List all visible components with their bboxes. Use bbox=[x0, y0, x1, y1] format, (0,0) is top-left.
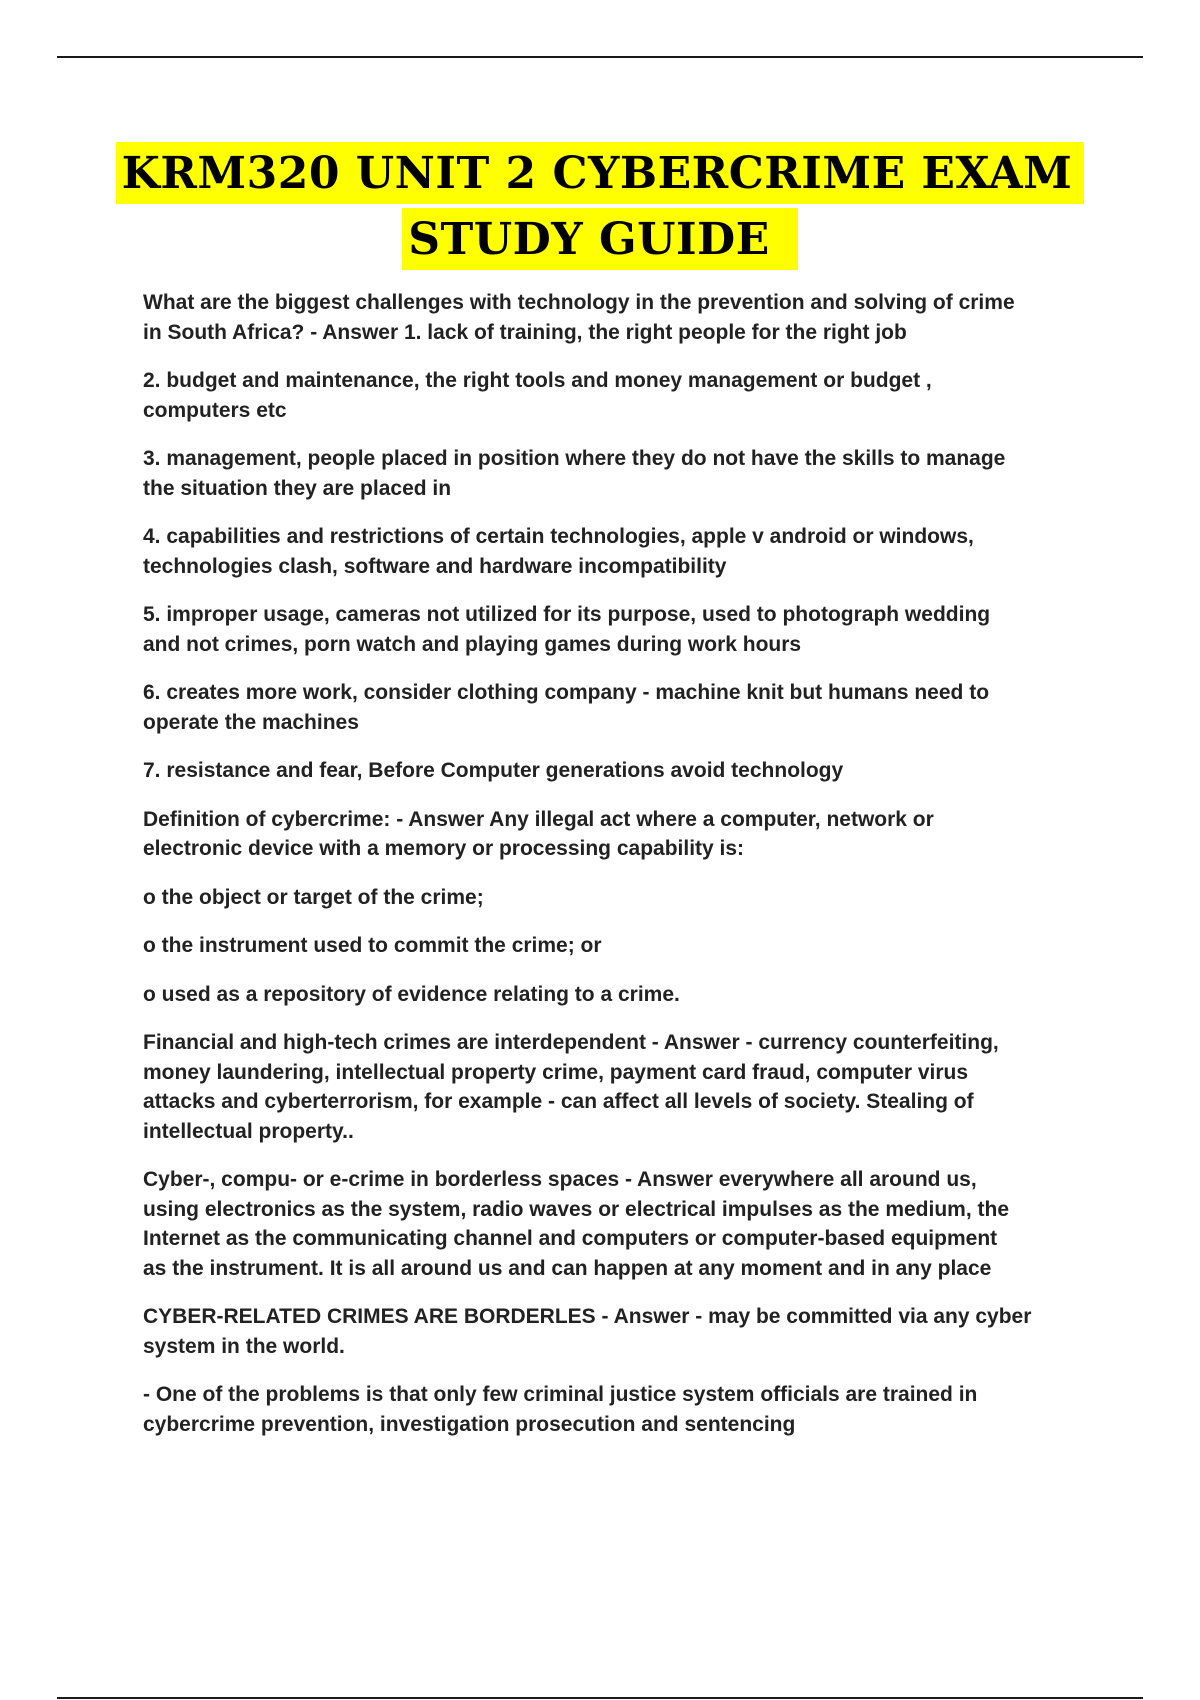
paragraph-training-problem: - One of the problems is that only few criminal justice system officials are trained in cybercrime prevention, investigation prosecution and sentencing bbox=[143, 1383, 978, 1436]
paragraph-item-6: 6. creates more work, consider clothing company - machine knit but humans need to operate the machines bbox=[143, 681, 990, 734]
paragraph-item-3: 3. management, people placed in position where they do not have the skills to manage the situation they are placed in bbox=[143, 447, 1006, 500]
paragraph-item-7: 7. resistance and fear, Before Computer generations avoid technology bbox=[143, 759, 844, 782]
paragraph-item-4: 4. capabilities and restrictions of certain technologies, apple v android or windows, technologies clash, software and hardware incompatibility bbox=[143, 525, 974, 578]
paragraph-definition: Definition of cybercrime: - Answer Any illegal act where a computer, network or electronic device with a memory or processing capability is: bbox=[143, 807, 934, 860]
paragraph-financial-crimes: Financial and high-tech crimes are interdependent - Answer - currency counterfeiting, money laundering, intellectual property crime, payment card fraud, computer virus attacks and cyberterrorism, for example - can affect all levels of society. Stealing of intellectual property.. bbox=[143, 1031, 999, 1143]
document-title bbox=[0, 142, 1200, 270]
paragraph-challenges: What are the biggest challenges with technology in the prevention and solving of crime in South Africa? - Answer 1. lack of training, the right people for the right job bbox=[143, 291, 1015, 344]
document-body bbox=[143, 288, 1093, 1458]
paragraph-item-2: 2. budget and maintenance, the right tools and money management or budget , computers etc bbox=[143, 369, 932, 422]
bullet-repository: o used as a repository of evidence relating to a crime. bbox=[143, 982, 680, 1006]
paragraph-borderless-spaces: Cyber-, compu- or e-crime in borderless spaces - Answer everywhere all around us, using electronics as the system, radio waves or electrical impulses as the medium, the Internet as the communicating channel and computers or computer-based equipment as the instrument. It is all around us and can happen at any moment and in any place bbox=[143, 1168, 1010, 1280]
bullet-object-target: o the object or target of the crime; bbox=[143, 885, 484, 909]
title-line-1: KRM320 UNIT 2 CYBERCRIME EXAM bbox=[116, 142, 1085, 204]
bottom-rule bbox=[57, 1697, 1143, 1699]
paragraph-item-5: 5. improper usage, cameras not utilized for its purpose, used to photograph wedding and not crimes, porn watch and playing games during work hours bbox=[143, 603, 991, 656]
bullet-instrument: o the instrument used to commit the crime; or bbox=[143, 934, 602, 957]
top-rule bbox=[57, 56, 1143, 58]
paragraph-borderless-crimes: CYBER-RELATED CRIMES ARE BORDERLES - Answer - may be committed via any cyber system in the world. bbox=[143, 1305, 1032, 1358]
title-line-2: STUDY GUIDE bbox=[402, 208, 798, 270]
